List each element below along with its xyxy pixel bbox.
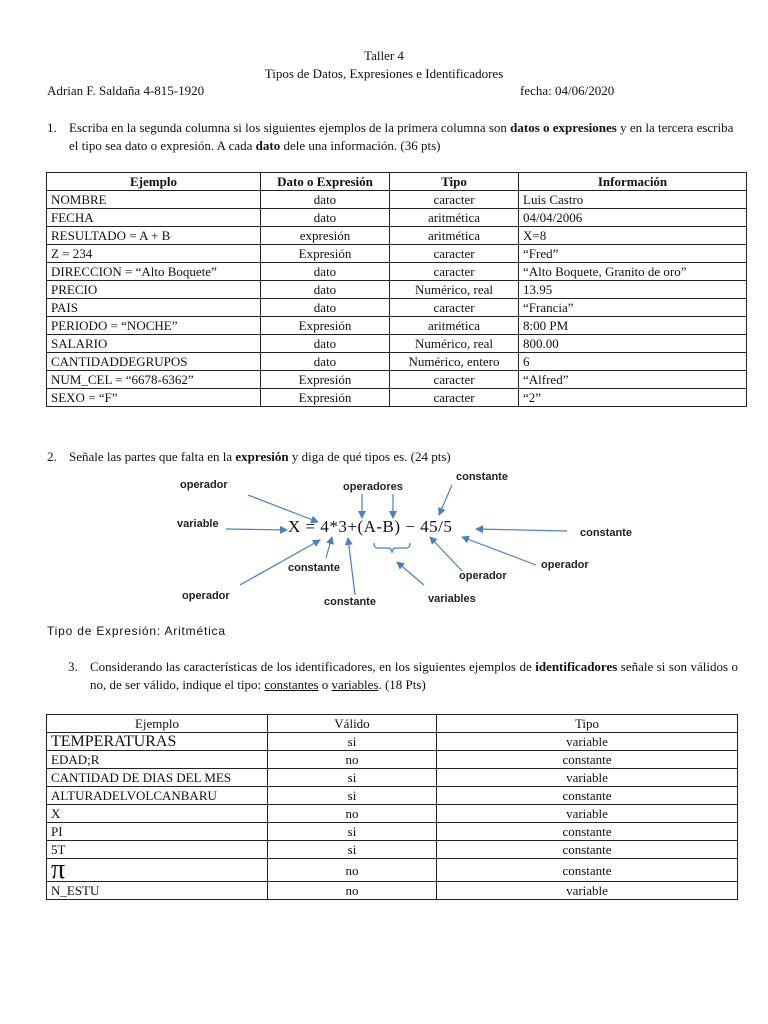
author-line: Adrian F. Saldaña 4-815-1920 <box>47 83 205 98</box>
question-text: Escriba en la segunda columna si los siguientes ejemplos de la primera columna son <box>69 120 511 135</box>
table-cell: si <box>268 787 437 805</box>
table-cell: caracter <box>390 263 519 281</box>
table-cell: π <box>47 859 268 882</box>
table-cell: aritmética <box>390 209 519 227</box>
table-cell: Numérico, real <box>390 281 519 299</box>
label-operador: operador <box>180 479 228 491</box>
column-header: Ejemplo <box>47 715 268 733</box>
table-cell: si <box>268 841 437 859</box>
label-constante: constante <box>324 596 376 608</box>
table-cell: “Fred” <box>519 245 747 263</box>
column-header: Dato o Expresión <box>261 173 390 191</box>
question-underline: variables <box>331 677 379 692</box>
table-row <box>47 281 747 299</box>
table-cell: aritmética <box>390 317 519 335</box>
table-row <box>47 299 747 317</box>
column-header: Válido <box>268 715 437 733</box>
table-cell: Expresión <box>261 389 390 407</box>
table-body <box>47 715 738 900</box>
table-cell: X=8 <box>519 227 747 245</box>
question-underline: constantes <box>264 677 319 692</box>
table-cell: PRECIO <box>47 281 261 299</box>
question-text: y diga de qué tipos es. (24 pts) <box>288 449 451 464</box>
table-cell: Expresión <box>261 317 390 335</box>
question-text: Considerando las características de los identificadores, en los siguientes ejemplos de <box>90 659 536 674</box>
table-cell: variable <box>437 882 738 900</box>
math-expression: X = 4*3+(A-B) − 45/5 <box>288 517 453 536</box>
table-cell: Expresión <box>261 371 390 389</box>
table-header-row <box>47 715 738 733</box>
question-number: 1. <box>47 120 57 135</box>
label-constante: constante <box>580 527 632 539</box>
table-row <box>47 227 747 245</box>
table-cell: 13.95 <box>519 281 747 299</box>
question-text: o <box>318 677 332 692</box>
arrow-variable <box>226 529 287 530</box>
table-cell: SEXO = “F” <box>47 389 261 407</box>
table-cell: “Alto Boquete, Granito de oro” <box>519 263 747 281</box>
table-cell: constante <box>437 859 738 882</box>
arrow-constante-bottom <box>348 538 355 595</box>
table-row <box>47 263 747 281</box>
label-variable: variable <box>177 518 219 530</box>
table-cell: “Francia” <box>519 299 747 317</box>
table-row <box>47 859 738 882</box>
table-cell: X <box>47 805 268 823</box>
table-cell: caracter <box>390 371 519 389</box>
table-cell: NOMBRE <box>47 191 261 209</box>
table-cell: dato <box>261 209 390 227</box>
table-cell: Expresión <box>261 245 390 263</box>
table-cell: PI <box>47 823 268 841</box>
table-row <box>47 245 747 263</box>
question-1 <box>47 119 737 155</box>
table-body <box>47 191 747 407</box>
column-header: Información <box>519 173 747 191</box>
table-cell: variable <box>437 733 738 751</box>
table-cell: “Alfred” <box>519 371 747 389</box>
table-cell: NUM_CEL = “6678-6362” <box>47 371 261 389</box>
table-cell: N_ESTU <box>47 882 268 900</box>
table-cell: constante <box>437 823 738 841</box>
table-cell: caracter <box>390 191 519 209</box>
table-row <box>47 823 738 841</box>
expression-type-answer: Tipo de Expresión: Aritmética <box>47 624 226 638</box>
table-cell: si <box>268 733 437 751</box>
table-row <box>47 353 747 371</box>
table-cell: TEMPERATURAS <box>47 733 268 751</box>
question-bold: identificadores <box>535 659 618 674</box>
table-row <box>47 191 747 209</box>
table-cell: PAIS <box>47 299 261 317</box>
label-operador: operador <box>541 559 589 571</box>
table-cell: no <box>268 751 437 769</box>
table-cell: variable <box>437 769 738 787</box>
column-header: Tipo <box>390 173 519 191</box>
table-row <box>47 751 738 769</box>
table-cell: si <box>268 823 437 841</box>
table-row <box>47 841 738 859</box>
label-operador: operador <box>459 570 507 582</box>
question-number: 3. <box>68 659 78 674</box>
question-text: y en la tercera escriba el tipo sea dato o expresión. A cada <box>69 120 734 153</box>
question-2 <box>47 448 451 466</box>
question-text: . (18 Pts) <box>378 677 426 692</box>
column-header: Tipo <box>437 715 738 733</box>
table-row <box>47 389 747 407</box>
table-cell: dato <box>261 353 390 371</box>
identifiers-table <box>46 714 738 900</box>
label-operadores: operadores <box>343 481 403 493</box>
question-text: dele una información. (36 pts) <box>280 138 441 153</box>
table-row <box>47 335 747 353</box>
table-cell: CANTIDADDEGRUPOS <box>47 353 261 371</box>
label-constante: constante <box>288 562 340 574</box>
date-line: fecha: 04/06/2020 <box>520 83 615 98</box>
table-cell: caracter <box>390 389 519 407</box>
table-cell: RESULTADO = A + B <box>47 227 261 245</box>
question-bold: datos o expresiones <box>510 120 617 135</box>
table-cell: caracter <box>390 299 519 317</box>
table-cell: 5T <box>47 841 268 859</box>
table-cell: Z = 234 <box>47 245 261 263</box>
label-constante: constante <box>456 471 508 483</box>
table-cell: dato <box>261 299 390 317</box>
table-cell: aritmética <box>390 227 519 245</box>
table-cell: PERIODO = “NOCHE” <box>47 317 261 335</box>
question-text: señale si son válidos o no, de ser válido, indique el tipo: <box>90 659 738 692</box>
table-cell: constante <box>437 841 738 859</box>
table-cell: constante <box>437 751 738 769</box>
question-bold: dato <box>255 138 281 153</box>
table-cell: CANTIDAD DE DIAS DEL MES <box>47 769 268 787</box>
table-row <box>47 769 738 787</box>
table-cell: dato <box>261 281 390 299</box>
data-expression-table <box>46 172 747 407</box>
document-subtitle: Tipos de Datos, Expresiones e Identificadores <box>264 66 504 81</box>
table-cell: variable <box>437 805 738 823</box>
arrow-constante-mid <box>326 537 332 558</box>
table-row <box>47 317 747 335</box>
table-cell: “2” <box>519 389 747 407</box>
table-cell: 800.00 <box>519 335 747 353</box>
table-cell: constante <box>437 787 738 805</box>
table-cell: dato <box>261 191 390 209</box>
question-number: 2. <box>47 449 57 464</box>
table-cell: 8:00 PM <box>519 317 747 335</box>
arrow-constante-right <box>476 529 567 531</box>
table-cell: no <box>268 859 437 882</box>
question-3 <box>68 658 738 694</box>
arrow-operador-right <box>462 537 536 565</box>
question-text: Señale las partes que falta en la <box>69 449 236 464</box>
variables-bracket <box>374 543 410 553</box>
table-row <box>47 805 738 823</box>
table-row <box>47 371 747 389</box>
table-cell: no <box>268 805 437 823</box>
table-cell: 6 <box>519 353 747 371</box>
document-title: Taller 4 <box>364 48 404 63</box>
arrow-operador-mid-right <box>430 537 462 571</box>
table-cell: dato <box>261 263 390 281</box>
table-cell: FECHA <box>47 209 261 227</box>
table-cell: Luis Castro <box>519 191 747 209</box>
question-bold: expresión <box>235 449 289 464</box>
table-row <box>47 733 738 751</box>
table-row <box>47 882 738 900</box>
table-cell: expresión <box>261 227 390 245</box>
arrow-constante-top-right <box>439 485 452 515</box>
label-variables: variables <box>428 593 476 605</box>
table-header-row <box>47 173 747 191</box>
column-header: Ejemplo <box>47 173 261 191</box>
table-cell: 04/04/2006 <box>519 209 747 227</box>
table-row <box>47 209 747 227</box>
table-cell: DIRECCION = “Alto Boquete” <box>47 263 261 281</box>
label-operador: operador <box>182 590 230 602</box>
table-cell: dato <box>261 335 390 353</box>
table-cell: EDAD;R <box>47 751 268 769</box>
table-cell: si <box>268 769 437 787</box>
table-cell: ALTURADELVOLCANBARU <box>47 787 268 805</box>
arrow-variables <box>397 562 424 585</box>
table-row <box>47 787 738 805</box>
table-cell: Numérico, entero <box>390 353 519 371</box>
table-cell: SALARIO <box>47 335 261 353</box>
table-cell: caracter <box>390 245 519 263</box>
table-cell: no <box>268 882 437 900</box>
table-cell: Numérico, real <box>390 335 519 353</box>
